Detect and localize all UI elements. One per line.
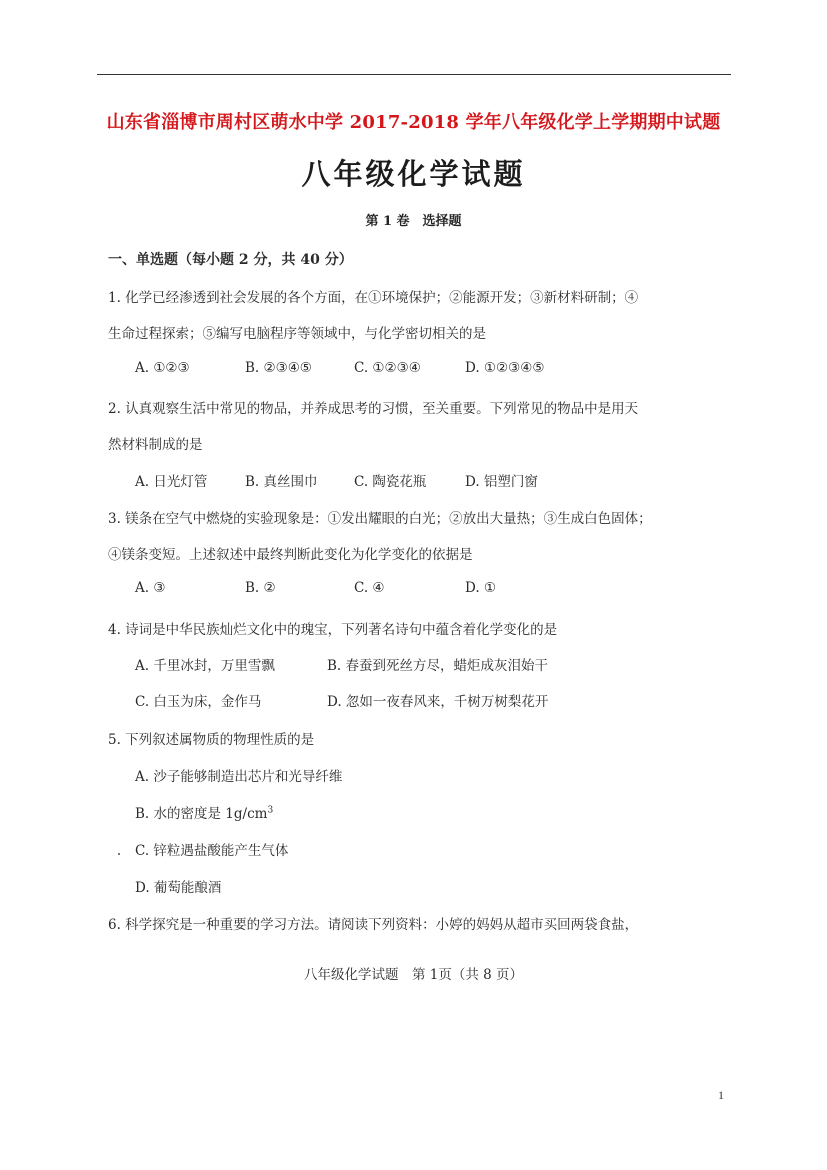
question-3-option-b: B. ② [245, 580, 276, 596]
question-1-line-1: 1. 化学已经渗透到社会发展的各个方面，在①环境保护；②能源开发；③新材料研制；④ [108, 290, 639, 306]
question-4-option-c: C. 白玉为床，金作马 [135, 694, 262, 710]
question-5-option-d: D. 葡萄能酿酒 [135, 880, 222, 896]
question-5-option-b [135, 802, 273, 822]
exam-title: 八年级化学试题 [301, 157, 526, 191]
header-rule [97, 74, 731, 75]
question-1-option-a: A. ①②③ [135, 360, 190, 376]
question-4-option-b: B. 春蚕到死丝方尽，蜡炬成灰泪始干 [327, 658, 549, 674]
document-source-title: 山东省淄博市周村区萌水中学 2017-2018 学年八年级化学上学期期中试题 [106, 112, 721, 133]
question-1-option-c: C. ①②③④ [354, 360, 421, 376]
question-3-option-c: C. ④ [354, 580, 385, 596]
question-3-option-d: D. ① [465, 580, 497, 596]
question-5-option-c: C. 锌粒遇盐酸能产生气体 [135, 843, 289, 859]
volume-title: 第 1 卷 选择题 [365, 214, 462, 229]
question-4-option-d: D. 忽如一夜春风来，千树万树梨花开 [327, 694, 549, 710]
question-1-option-b: B. ②③④⑤ [245, 360, 312, 376]
question-2-option-a: A. 日光灯管 [135, 474, 208, 490]
question-4-option-a: A. 千里冰封，万里雪飘 [135, 658, 275, 674]
question-5-line-1: 5. 下列叙述属物质的物理性质的是 [108, 732, 315, 748]
question-1-line-2: 生命过程探索；⑤编写电脑程序等领域中，与化学密切相关的是 [108, 326, 486, 342]
question-5-option-b-text: B. 水的密度是 1g/cm [135, 806, 268, 822]
question-3-line-1: 3. 镁条在空气中燃烧的实验现象是：①发出耀眼的白光；②放出大量热；③生成白色固体； [108, 511, 652, 527]
question-4-line-1: 4. 诗词是中华民族灿烂文化中的瑰宝，下列著名诗句中蕴含着化学变化的是 [108, 622, 558, 638]
question-2-line-1: 2. 认真观察生活中常见的物品，并养成思考的习惯，至关重要。下列常见的物品中是用天 [108, 401, 639, 417]
question-5-option-a: A. 沙子能够制造出芯片和光导纤维 [135, 769, 343, 785]
page-number: 1 [718, 1088, 724, 1102]
question-2-line-2: 然材料制成的是 [108, 437, 203, 453]
question-2-option-d: D. 铝塑门窗 [465, 474, 538, 490]
question-3-option-a: A. ③ [135, 580, 166, 596]
question-2-option-c: C. 陶瓷花瓶 [354, 474, 427, 490]
question-2-option-b: B. 真丝围巾 [245, 474, 318, 490]
unit-superscript: 3 [267, 805, 274, 816]
section-heading: 一、单选题（每小题 2 分，共 40 分） [108, 252, 353, 268]
question-3-line-2: ④镁条变短。上述叙述中最终判断此变化为化学变化的依据是 [108, 547, 473, 563]
page-footer: 八年级化学试题 第 1页（共 8 页） [303, 967, 524, 983]
scan-speck [118, 853, 120, 855]
question-1-option-d: D. ①②③④⑤ [465, 360, 545, 376]
question-6-line-1: 6. 科学探究是一种重要的学习方法。请阅读下列资料：小婷的妈妈从超市买回两袋食盐， [108, 917, 639, 933]
